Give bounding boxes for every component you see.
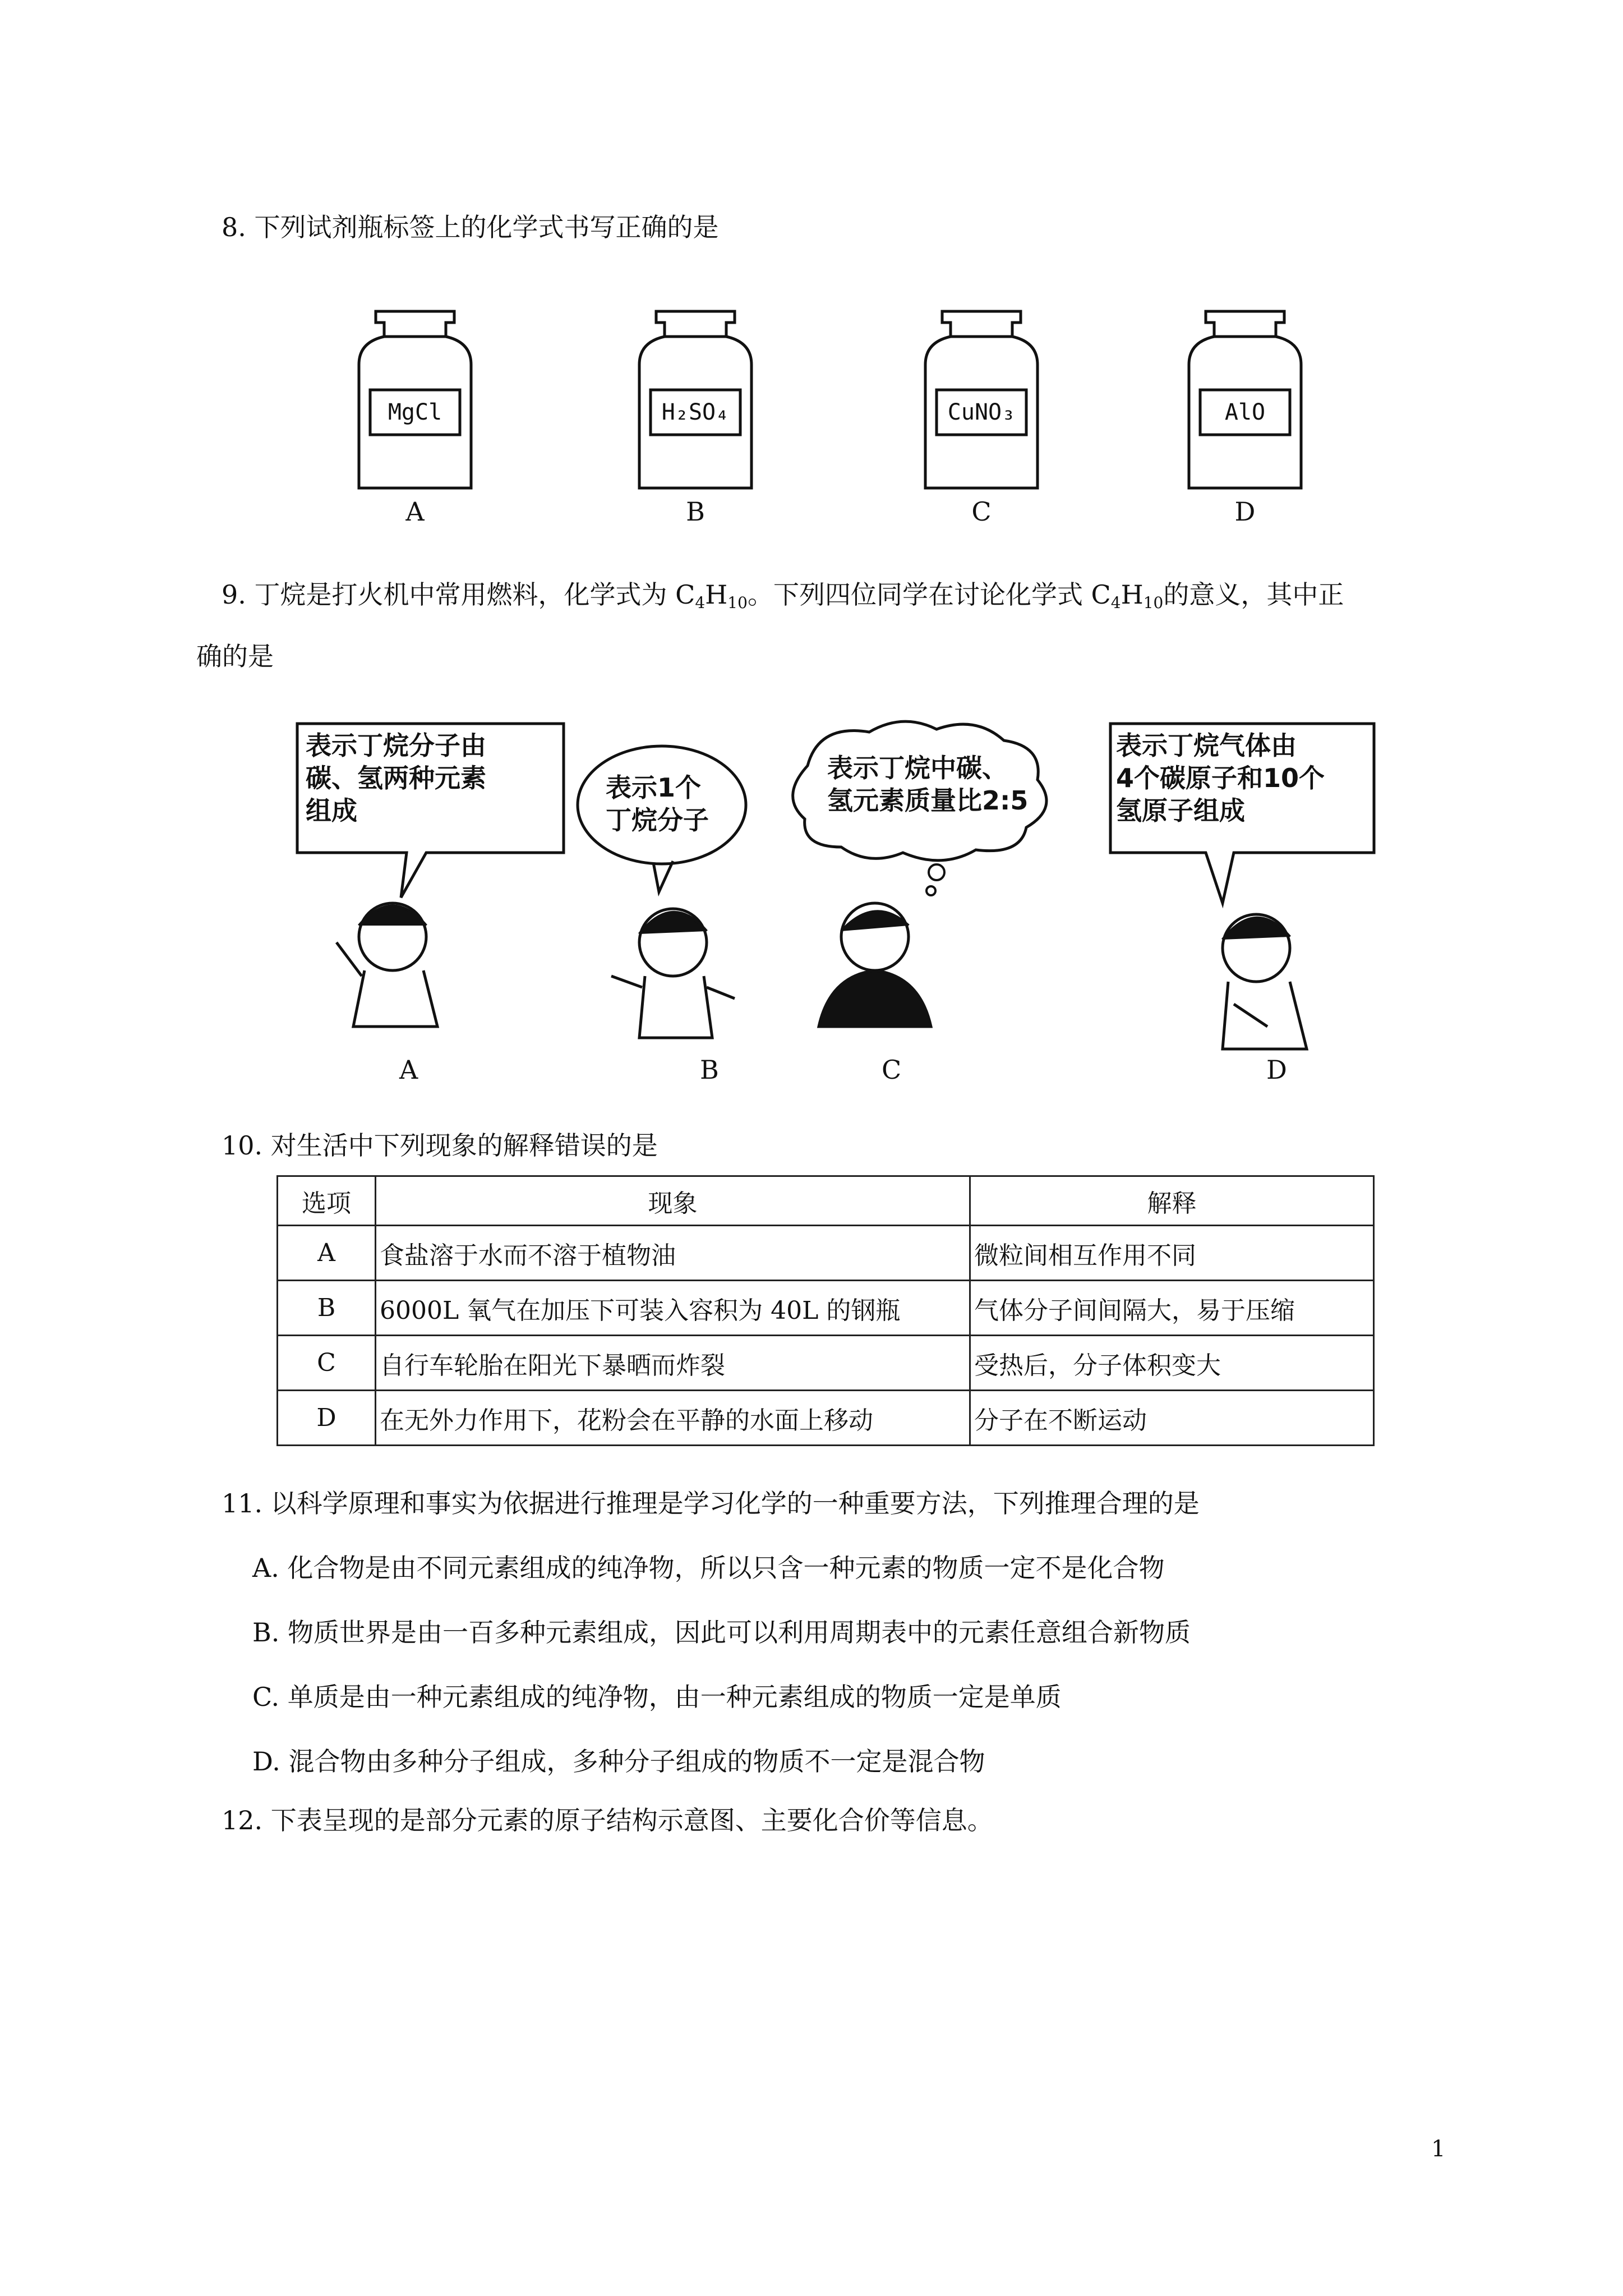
bubble-line: 碳、氢两种元素 xyxy=(306,763,486,793)
explanation-table xyxy=(276,1175,1375,1446)
reagent-bottle-c xyxy=(914,303,1049,539)
bottle-label: MgCl xyxy=(388,399,442,425)
question-10-stem: 10. 对生活中下列现象的解释错误的是 xyxy=(222,1130,658,1161)
question-11-option-c: C. 单质是由一种元素组成的纯净物，由一种元素组成的物质一定是单质 xyxy=(252,1682,1062,1712)
bubble-line: 氢原子组成 xyxy=(1116,795,1245,826)
table-cell: A xyxy=(278,1226,376,1281)
table-row xyxy=(278,1281,1374,1336)
bottle-option-letter: B xyxy=(686,496,705,527)
bubble-line: 表示丁烷中碳、 xyxy=(827,753,1008,783)
table-cell: D xyxy=(278,1391,376,1446)
table-cell: B xyxy=(278,1281,376,1336)
student-option-letter: C xyxy=(882,1055,902,1085)
bottle-label: AlO xyxy=(1224,399,1266,425)
table-cell: 微粒间相互作用不同 xyxy=(970,1226,1374,1281)
table-row xyxy=(278,1226,1374,1281)
bottle-option-letter: C xyxy=(971,496,992,527)
bubble-text-b xyxy=(606,771,709,836)
question-8-stem: 8. 下列试剂瓶标签上的化学式书写正确的是 xyxy=(222,212,719,242)
question-11-stem: 11. 以科学原理和事实为依据进行推理是学习化学的一种重要方法，下列推理合理的是 xyxy=(222,1488,1200,1519)
student-a-figure xyxy=(336,903,437,1027)
subscript: 4 xyxy=(1110,593,1121,612)
bubble-text-c xyxy=(827,752,1028,817)
table-cell: 受热后，分子体积变大 xyxy=(970,1336,1374,1391)
subscript: 10 xyxy=(727,593,748,612)
question-11-option-a: A. 化合物是由不同元素组成的纯净物，所以只含一种元素的物质一定不是化合物 xyxy=(252,1553,1165,1583)
q9-text-part: 9. 丁烷是打火机中常用燃料，化学式为 C xyxy=(222,579,695,610)
bubble-text-d xyxy=(1116,729,1325,827)
student-b-figure xyxy=(611,909,735,1038)
bubble-line: 丁烷分子 xyxy=(606,805,709,835)
question-12-stem: 12. 下表呈现的是部分元素的原子结构示意图、主要化合价等信息。 xyxy=(222,1805,993,1835)
table-cell: C xyxy=(278,1336,376,1391)
table-row xyxy=(278,1336,1374,1391)
q9-text-part: 。下列四位同学在讨论化学式 C xyxy=(747,579,1111,610)
table-header: 现象 xyxy=(376,1176,970,1226)
bubble-text-a xyxy=(306,729,486,827)
bottle-label: CuNO₃ xyxy=(947,399,1016,425)
table-cell: 食盐溶于水而不溶于植物油 xyxy=(376,1226,970,1281)
bottle-option-letter: D xyxy=(1234,496,1256,527)
student-option-letter: A xyxy=(399,1055,418,1085)
question-9-stem xyxy=(222,578,1344,620)
q9-text-part: 的意义，其中正 xyxy=(1163,579,1344,610)
subscript: 10 xyxy=(1143,593,1164,612)
student-d-figure xyxy=(1223,914,1307,1049)
table-header: 解释 xyxy=(970,1176,1374,1226)
table-header: 选项 xyxy=(278,1176,376,1226)
bubble-line: 4个碳原子和10个 xyxy=(1116,763,1325,793)
table-cell: 自行车轮胎在阳光下暴晒而炸裂 xyxy=(376,1336,970,1391)
reagent-bottle-a xyxy=(348,303,482,539)
table-row xyxy=(278,1391,1374,1446)
q9-text-part: H xyxy=(705,579,728,610)
question-9-stem-cont: 确的是 xyxy=(196,641,274,671)
q9-text-part: H xyxy=(1121,579,1144,610)
table-cell: 6000L 氧气在加压下可装入容积为 40L 的钢瓶 xyxy=(376,1281,970,1336)
bubble-line: 表示丁烷分子由 xyxy=(306,730,486,761)
bottle-label: H₂SO₄ xyxy=(661,399,730,425)
student-option-letter: D xyxy=(1266,1055,1287,1085)
bubble-line: 表示丁烷气体由 xyxy=(1116,730,1297,761)
subscript: 4 xyxy=(695,593,706,612)
question-11-option-d: D. 混合物由多种分子组成，多种分子组成的物质不一定是混合物 xyxy=(252,1746,985,1777)
student-c-figure xyxy=(819,903,931,1027)
question-11-option-b: B. 物质世界是由一百多种元素组成，因此可以利用周期表中的元素任意组合新物质 xyxy=(252,1617,1191,1648)
bubble-line: 表示1个 xyxy=(606,772,702,803)
reagent-bottle-d xyxy=(1178,303,1312,539)
bottle-option-letter: A xyxy=(405,496,425,527)
reagent-bottle-b xyxy=(628,303,763,539)
table-cell: 在无外力作用下，花粉会在平静的水面上移动 xyxy=(376,1391,970,1446)
page-number: 1 xyxy=(1431,2136,1446,2162)
table-header-row xyxy=(278,1176,1374,1226)
bubble-line: 氢元素质量比2:5 xyxy=(827,785,1029,816)
student-option-letter: B xyxy=(700,1055,719,1085)
table-cell: 气体分子间间隔大，易于压缩 xyxy=(970,1281,1374,1336)
bubble-line: 组成 xyxy=(306,795,357,826)
table-cell: 分子在不断运动 xyxy=(970,1391,1374,1446)
